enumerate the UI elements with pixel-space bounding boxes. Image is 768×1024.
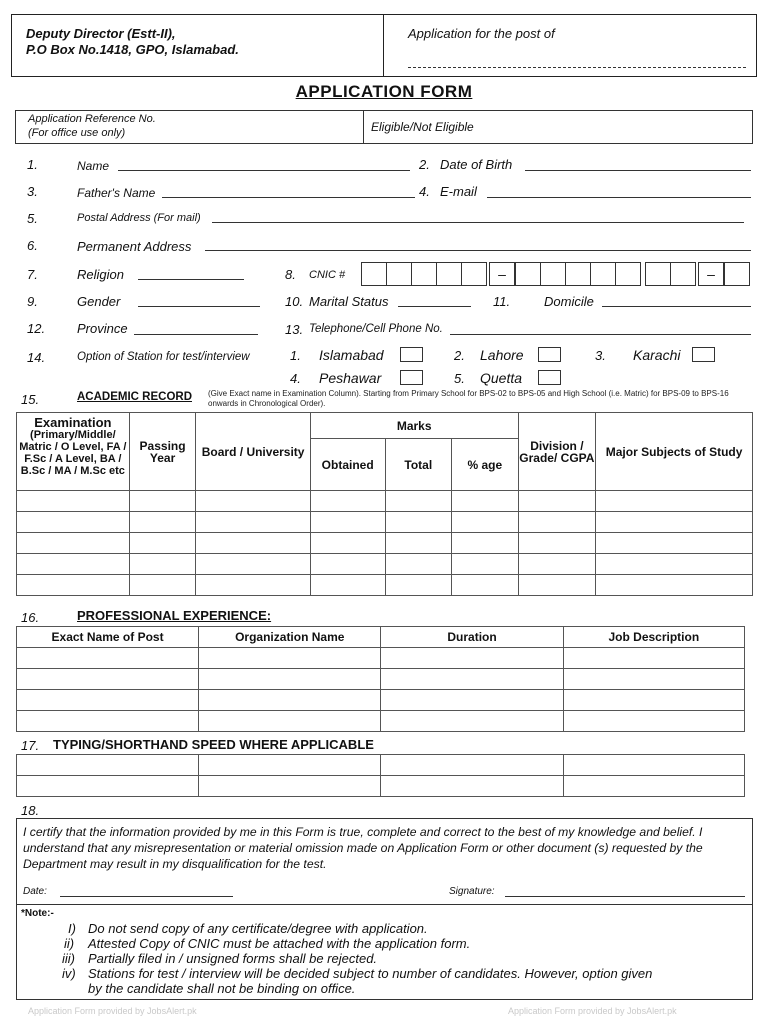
table-cell[interactable] — [563, 776, 744, 797]
table-cell[interactable] — [452, 512, 518, 533]
table-cell[interactable] — [196, 575, 310, 596]
addressee-line1: Deputy Director (Estt-II), — [26, 26, 176, 41]
field-num-7: 7. — [27, 267, 38, 282]
marital-label: Marital Status — [309, 294, 389, 309]
table-cell[interactable] — [518, 491, 596, 512]
station-lahore-label: Lahore — [480, 347, 524, 363]
watermark-right: Application Form provided by JobsAlert.pk — [508, 1006, 677, 1016]
table-cell[interactable] — [596, 533, 753, 554]
table-cell[interactable] — [17, 533, 130, 554]
watermark-left: Application Form provided by JobsAlert.pk — [28, 1006, 197, 1016]
table-cell[interactable] — [563, 755, 744, 776]
field-num-9: 9. — [27, 294, 38, 309]
postal-field[interactable] — [212, 222, 744, 223]
station-karachi-checkbox[interactable] — [692, 347, 715, 362]
col-percentage: % age — [452, 439, 518, 491]
experience-row — [17, 669, 745, 690]
date-label: Date: — [23, 886, 47, 897]
cnic-digit-7[interactable] — [540, 262, 566, 286]
table-cell[interactable] — [381, 776, 563, 797]
table-cell[interactable] — [385, 512, 452, 533]
name-field[interactable] — [118, 170, 410, 171]
typing-title: TYPING/SHORTHAND SPEED WHERE APPLICABLE — [53, 737, 374, 752]
note-text-4: Stations for test / interview will be decided subject to number of candidates. However, option given — [88, 966, 653, 981]
col-board: Board / University — [196, 413, 310, 491]
cnic-digit-11[interactable] — [645, 262, 671, 286]
field-num-5: 5. — [27, 211, 38, 226]
station-peshawar-label: Peshawar — [319, 370, 382, 386]
experience-title: PROFESSIONAL EXPERIENCE: — [77, 608, 272, 623]
typing-row — [17, 776, 745, 797]
gender-field[interactable] — [138, 306, 260, 307]
table-cell[interactable] — [17, 669, 199, 690]
cnic-digit-6[interactable] — [515, 262, 541, 286]
cnic-digit-10[interactable] — [615, 262, 641, 286]
table-cell[interactable] — [129, 554, 196, 575]
post-box — [383, 14, 757, 77]
table-cell[interactable] — [17, 711, 199, 732]
phone-field[interactable] — [450, 334, 751, 335]
table-cell[interactable] — [196, 554, 310, 575]
col-total: Total — [385, 439, 452, 491]
table-cell[interactable] — [199, 690, 381, 711]
table-cell[interactable] — [452, 575, 518, 596]
table-cell[interactable] — [199, 711, 381, 732]
note-num-4: iv) — [62, 966, 76, 981]
col-division: Division / Grade/ CGPA — [518, 413, 596, 491]
typing-row — [17, 755, 745, 776]
email-field[interactable] — [487, 197, 751, 198]
experience-row — [17, 648, 745, 669]
table-cell[interactable] — [385, 554, 452, 575]
station-islamabad-label: Islamabad — [319, 347, 384, 363]
phone-label: Telephone/Cell Phone No. — [309, 323, 443, 335]
table-cell[interactable] — [199, 648, 381, 669]
permanent-field[interactable] — [205, 250, 751, 251]
station-num-2: 2. — [454, 348, 465, 363]
father-label: Father's Name — [77, 186, 156, 200]
reference-label: Application Reference No. — [28, 113, 156, 125]
typing-num: 17. — [21, 738, 40, 753]
office-divider — [363, 111, 364, 143]
table-cell[interactable] — [452, 533, 518, 554]
cnic-digit-5[interactable] — [461, 262, 487, 286]
name-label: Name — [77, 159, 110, 173]
table-cell[interactable] — [596, 512, 753, 533]
addressee-line2: P.O Box No.1418, GPO, Islamabad. — [26, 42, 239, 57]
cnic-digit-2[interactable] — [386, 262, 412, 286]
experience-row — [17, 690, 745, 711]
col-marks: Marks — [310, 413, 518, 439]
field-num-4: 4. — [419, 184, 430, 199]
table-cell[interactable] — [199, 776, 381, 797]
cnic-digit-4[interactable] — [436, 262, 462, 286]
field-num-3: 3. — [27, 184, 38, 199]
col-obtained: Obtained — [310, 439, 385, 491]
religion-label: Religion — [77, 267, 124, 282]
academic-row — [17, 512, 753, 533]
cnic-digit-13[interactable] — [724, 262, 750, 286]
domicile-field[interactable] — [602, 306, 751, 307]
note-num-3: iii) — [62, 951, 75, 966]
addressee-box — [11, 14, 384, 77]
note-text-1: Do not send copy of any certificate/degree with application. — [88, 921, 428, 936]
table-cell[interactable] — [596, 554, 753, 575]
table-cell[interactable] — [381, 669, 563, 690]
marital-field[interactable] — [398, 306, 471, 307]
cnic-digit-8[interactable] — [565, 262, 591, 286]
table-cell[interactable] — [518, 512, 596, 533]
field-num-13: 13. — [285, 322, 304, 337]
table-cell[interactable] — [563, 648, 744, 669]
table-cell[interactable] — [17, 776, 199, 797]
notes-heading: *Note:- — [21, 908, 54, 919]
experience-table — [16, 626, 745, 732]
academic-row — [17, 533, 753, 554]
office-use-label: (For office use only) — [28, 127, 126, 139]
table-cell[interactable] — [129, 491, 196, 512]
table-cell[interactable] — [563, 690, 744, 711]
col-job-description: Job Description — [563, 627, 744, 648]
station-islamabad-checkbox[interactable] — [400, 347, 423, 362]
table-cell[interactable] — [129, 512, 196, 533]
signature-field[interactable] — [505, 896, 745, 897]
table-cell[interactable] — [17, 690, 199, 711]
table-cell[interactable] — [385, 533, 452, 554]
office-box — [15, 110, 753, 144]
academic-title: ACADEMIC RECORD — [77, 391, 192, 403]
table-cell[interactable] — [129, 533, 196, 554]
col-duration: Duration — [381, 627, 563, 648]
table-cell[interactable] — [381, 711, 563, 732]
experience-row — [17, 711, 745, 732]
post-label: Application for the post of — [408, 26, 555, 41]
province-label: Province — [77, 321, 128, 336]
table-cell[interactable] — [381, 690, 563, 711]
table-cell[interactable] — [310, 533, 385, 554]
station-lahore-checkbox[interactable] — [538, 347, 561, 362]
academic-num: 15. — [21, 392, 40, 407]
gender-label: Gender — [77, 294, 121, 309]
province-field[interactable] — [134, 334, 258, 335]
cnic-digit-1[interactable] — [361, 262, 387, 286]
certify-text: I certify that the information provided by me in this Form is true, complete and correct to the best of my knowledge and belief. I understand that any misrepresentation or material omission made on Application Form or other document (s) requested by the Department may result in my disqualification for the test. — [23, 825, 703, 871]
field-num-12: 12. — [27, 321, 46, 336]
cnic-separator-2: – — [698, 262, 724, 286]
station-label: Option of Station for test/interview — [77, 351, 250, 363]
table-cell[interactable] — [596, 575, 753, 596]
table-cell[interactable] — [310, 554, 385, 575]
station-num-5: 5. — [454, 371, 465, 386]
cnic-digit-3[interactable] — [411, 262, 437, 286]
field-num-8: 8. — [285, 267, 296, 282]
field-num-2: 2. — [419, 157, 430, 172]
col-examination — [17, 413, 130, 491]
note-num-2: ii) — [64, 936, 75, 951]
table-cell[interactable] — [385, 491, 452, 512]
postal-label: Postal Address (For mail) — [77, 212, 201, 224]
cnic-label: CNIC # — [309, 269, 346, 281]
note-text-2: Attested Copy of CNIC must be attached with the application form. — [88, 936, 471, 951]
certify-box — [16, 818, 753, 905]
typing-table — [16, 754, 745, 797]
academic-note: (Give Exact name in Examination Column). Starting from Primary School for BPS-02 to BPS-05 and High School (i.e. Matric) for BPS-09 to BPS-16 onwards in Chronological Order). — [208, 389, 729, 408]
note-text-5: by the candidate shall not be binding on office. — [88, 981, 356, 996]
post-line[interactable] — [408, 67, 746, 68]
table-cell[interactable] — [452, 491, 518, 512]
col-examination-sub: (Primary/Middle/ Matric / O Level, FA / F.Sc / A Level, BA / B.Sc / MA / M.Sc etc — [19, 429, 127, 477]
dob-label: Date of Birth — [440, 157, 513, 172]
table-cell[interactable] — [518, 533, 596, 554]
station-num-3: 3. — [595, 348, 606, 363]
domicile-label: Domicile — [544, 294, 594, 309]
field-num-6: 6. — [27, 238, 38, 253]
field-num-11: 11. — [493, 294, 511, 309]
col-organization: Organization Name — [199, 627, 381, 648]
date-field[interactable] — [60, 896, 233, 897]
table-cell[interactable] — [17, 648, 199, 669]
table-cell[interactable] — [17, 575, 130, 596]
field-num-14: 14. — [27, 350, 46, 365]
table-cell[interactable] — [596, 491, 753, 512]
table-cell[interactable] — [518, 554, 596, 575]
note-text-3: Partially filed in / unsigned forms shall be rejected. — [88, 951, 378, 966]
academic-row — [17, 491, 753, 512]
col-post: Exact Name of Post — [17, 627, 199, 648]
table-cell[interactable] — [563, 669, 744, 690]
permanent-label: Permanent Address — [77, 239, 192, 254]
email-label: E-mail — [440, 184, 477, 199]
cnic-digit-12[interactable] — [670, 262, 696, 286]
station-num-4: 4. — [290, 371, 301, 386]
station-peshawar-checkbox[interactable] — [400, 370, 423, 385]
table-cell[interactable] — [518, 575, 596, 596]
table-cell[interactable] — [17, 554, 130, 575]
table-cell[interactable] — [199, 755, 381, 776]
station-quetta-label: Quetta — [480, 370, 523, 386]
field-num-1: 1. — [27, 157, 38, 172]
table-cell[interactable] — [129, 575, 196, 596]
experience-num: 16. — [21, 610, 40, 625]
col-passing-year: Passing Year — [129, 413, 196, 491]
table-cell[interactable] — [17, 512, 130, 533]
cnic-digit-9[interactable] — [590, 262, 616, 286]
table-cell[interactable] — [17, 755, 199, 776]
station-num-1: 1. — [290, 348, 301, 363]
table-cell[interactable] — [381, 648, 563, 669]
table-cell[interactable] — [196, 491, 310, 512]
table-cell[interactable] — [452, 554, 518, 575]
page-title: APPLICATION FORM — [295, 82, 473, 101]
table-cell[interactable] — [385, 575, 452, 596]
col-subjects: Major Subjects of Study — [596, 413, 753, 491]
academic-table — [16, 412, 753, 596]
table-cell[interactable] — [196, 533, 310, 554]
table-cell[interactable] — [196, 512, 310, 533]
table-cell[interactable] — [563, 711, 744, 732]
dob-field[interactable] — [525, 170, 751, 171]
station-karachi-label: Karachi — [633, 347, 681, 363]
table-cell[interactable] — [381, 755, 563, 776]
religion-field[interactable] — [138, 279, 244, 280]
eligibility-label: Eligible/Not Eligible — [371, 120, 474, 134]
table-cell[interactable] — [199, 669, 381, 690]
station-quetta-checkbox[interactable] — [538, 370, 561, 385]
field-num-10: 10. — [285, 294, 304, 309]
academic-row — [17, 554, 753, 575]
table-cell[interactable] — [310, 575, 385, 596]
cnic-separator-1: – — [489, 262, 515, 286]
signature-label: Signature: — [449, 886, 495, 897]
note-num-1: I) — [68, 921, 76, 936]
col-examination-title: Examination — [34, 415, 112, 430]
table-cell[interactable] — [310, 512, 385, 533]
father-field[interactable] — [162, 197, 415, 198]
table-cell[interactable] — [17, 491, 130, 512]
certify-num: 18. — [21, 803, 40, 818]
table-cell[interactable] — [310, 491, 385, 512]
academic-row — [17, 575, 753, 596]
